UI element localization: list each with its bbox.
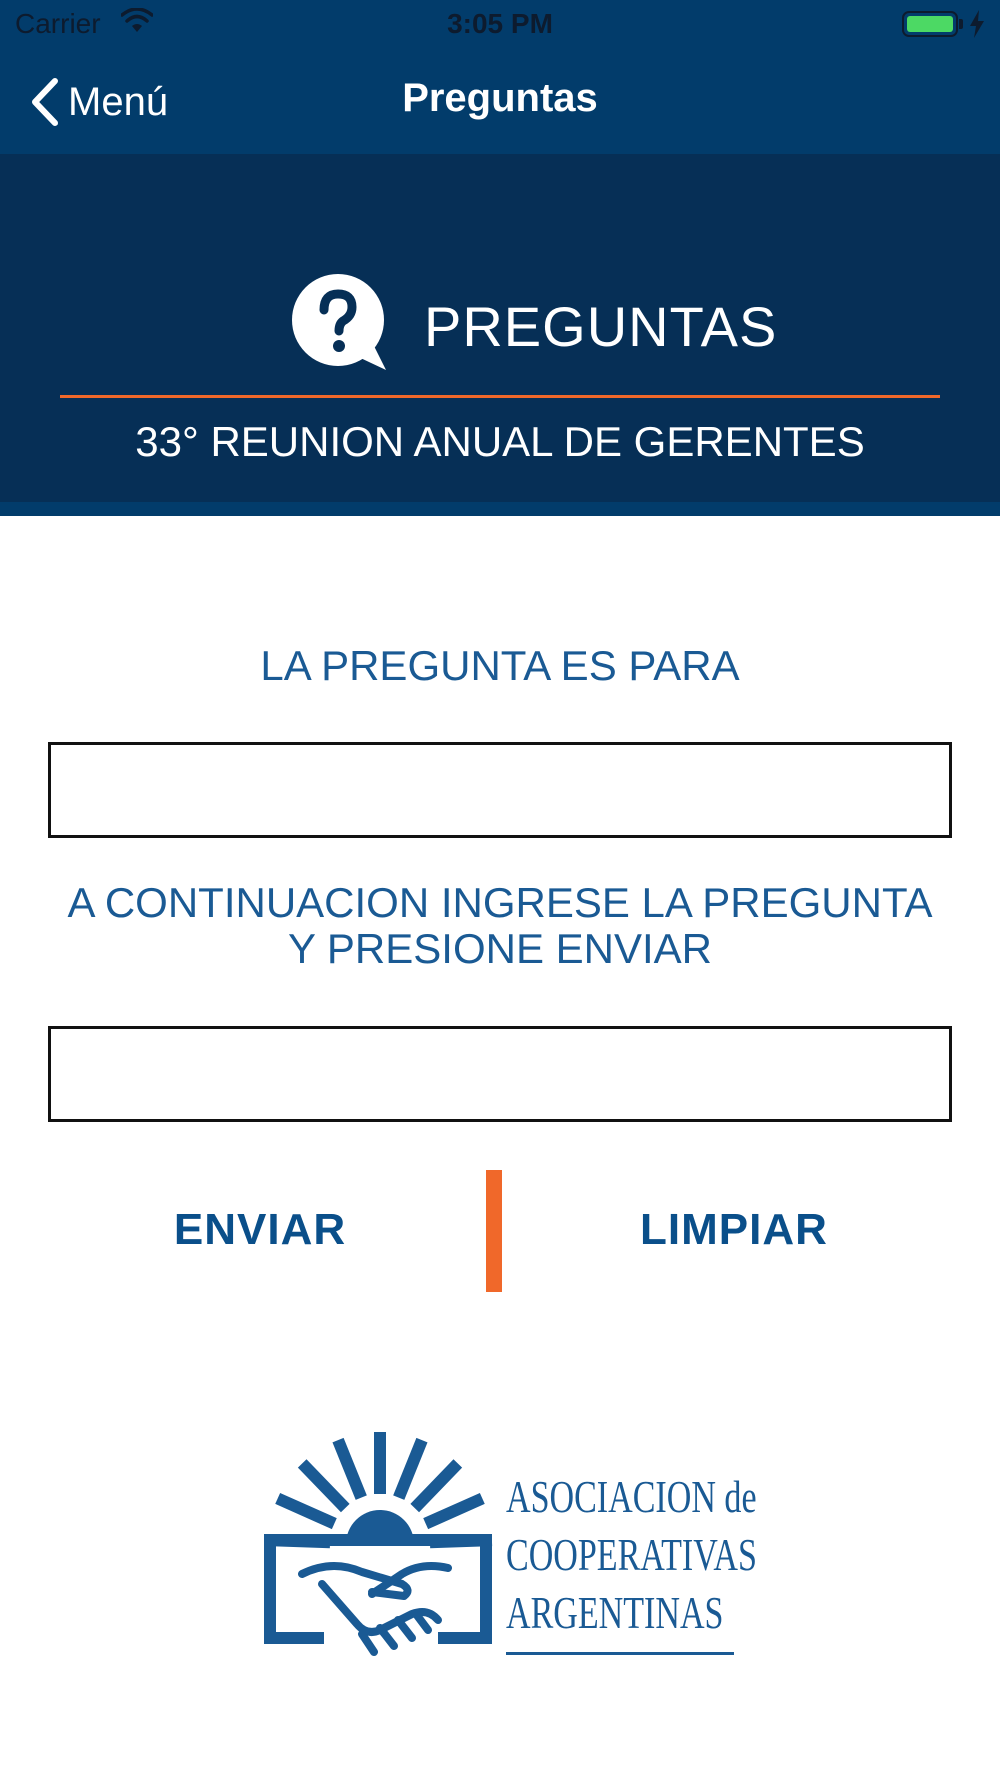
logo-line-1: ASOCIACION de (506, 1471, 757, 1522)
send-button[interactable]: ENVIAR (120, 1200, 400, 1260)
question-prompt-line-2: Y PRESIONE ENVIAR (287, 925, 713, 972)
carrier-label: Carrier (15, 8, 101, 39)
recipient-prompt: LA PREGUNTA ES PARA (260, 642, 740, 689)
question-field-box (48, 1026, 952, 1122)
header-banner (0, 154, 1000, 516)
battery-icon (902, 11, 958, 37)
clock: 3:05 PM (447, 8, 553, 39)
charging-bolt-icon (968, 10, 986, 38)
logo-line-2: COOPERATIVAS (506, 1529, 757, 1580)
recipient-field-box (48, 742, 952, 838)
clear-button[interactable]: LIMPIAR (594, 1200, 874, 1260)
battery-nub (959, 19, 963, 29)
header-divider (60, 395, 940, 398)
navigation-bar (0, 50, 1000, 154)
banner-bottom-strip (0, 502, 1000, 516)
logo-line-3: ARGENTINAS (506, 1587, 724, 1638)
question-prompt-line-1: A CONTINUACION INGRESE LA PREGUNTA (67, 879, 933, 926)
status-bar (0, 0, 1000, 50)
header-title: PREGUNTAS (424, 295, 778, 358)
button-divider (486, 1170, 502, 1292)
question-prompt (0, 880, 1000, 972)
question-bubble-icon (290, 274, 386, 372)
header-subtitle: 33° REUNION ANUAL DE GERENTES (135, 418, 865, 465)
logo-underline (506, 1652, 734, 1655)
back-button-label: Menú (68, 79, 169, 124)
nav-title: Preguntas (402, 76, 598, 120)
question-input[interactable] (51, 1029, 949, 1119)
logo-wordmark (506, 1468, 845, 1642)
recipient-input[interactable] (51, 745, 949, 835)
